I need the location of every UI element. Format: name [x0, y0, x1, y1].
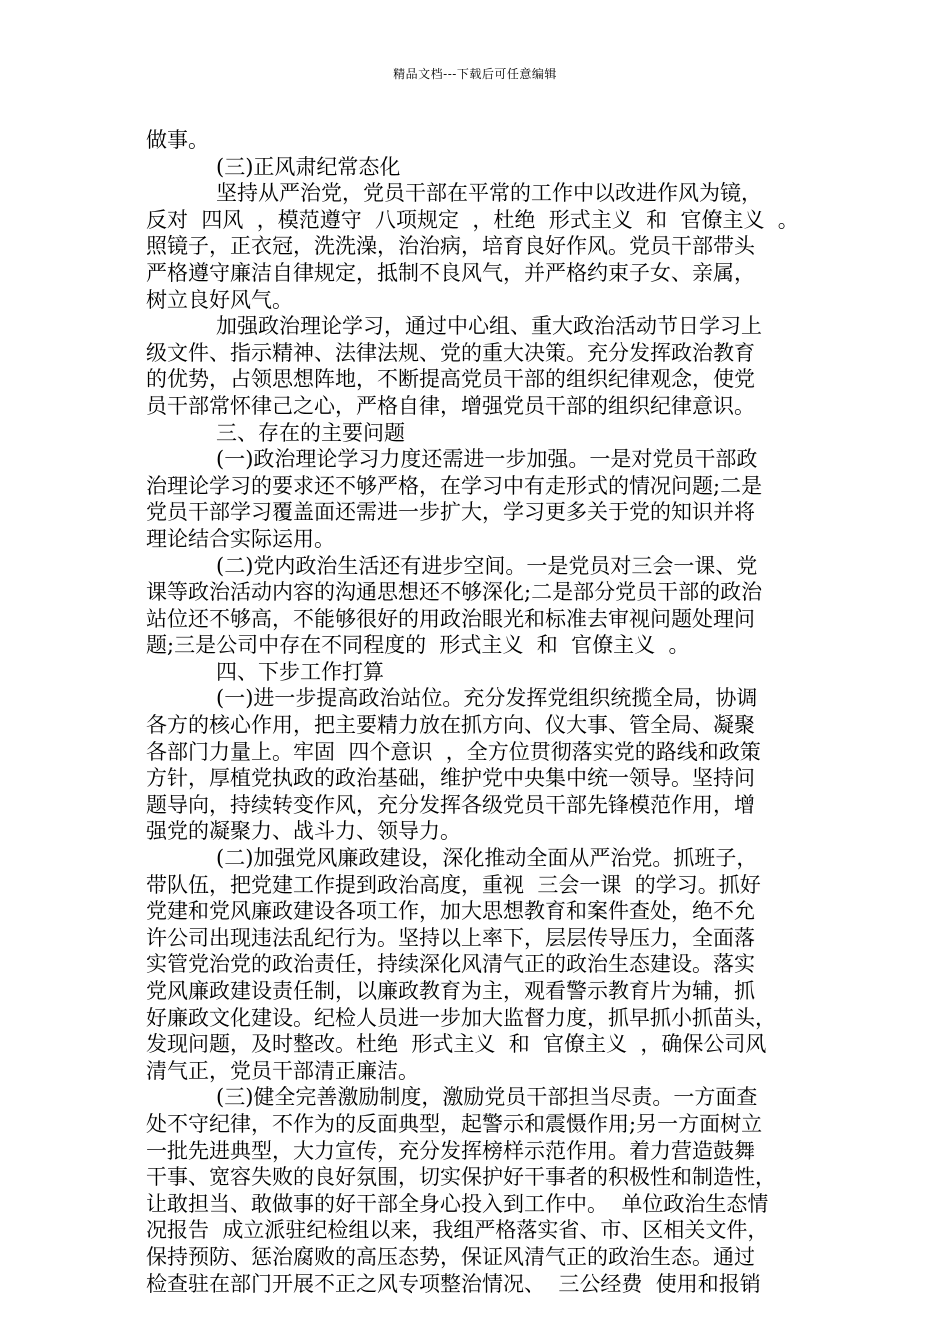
text-line: 题导向，持续转变作风，充分发挥各级党员干部先锋模范作用，增	[146, 792, 755, 817]
text-line: 党建和党风廉政建设各项工作，加大思想教育和案件查处，绝不允	[146, 899, 755, 924]
text-line: 照镜子，正衣冠，洗洗澡，治治病，培育良好作风。党员干部带头	[146, 234, 755, 259]
text-line: 严格遵守廉洁自律规定，抵制不良风气，并严格约束子女、亲属，	[146, 260, 755, 285]
text-line: 况报告 成立派驻纪检组以来，我组严格落实省、市、区相关文件，	[146, 1218, 769, 1243]
text-line: 的优势，占领思想阵地，不断提高党员干部的组织纪律观念，使党	[146, 367, 755, 392]
text-line: 许公司出现违法乱纪行为。坚持以上率下，层层传导压力，全面落	[146, 925, 755, 950]
text-line: 处不守纪律，不作为的反面典型，起警示和震慑作用;另一方面树立	[146, 1111, 763, 1136]
text-line: 题;三是公司中存在不同程度的 形式主义 和 官僚主义 。	[146, 633, 690, 658]
text-line: 级文件、指示精神、法律法规、党的重大决策。充分发挥政治教育	[146, 340, 755, 365]
text-line: 各方的核心作用，把主要精力放在抓方向、仪大事、管全局、凝聚	[146, 713, 755, 738]
page-header: 精品文档---下载后可任意编辑	[393, 67, 557, 81]
text-line: 带队伍，把党建工作提到政治高度，重视 三会一课 的学习。抓好	[146, 872, 761, 897]
paragraph-start: 坚持从严治党，党员干部在平常的工作中以改进作风为镜，	[216, 181, 762, 206]
paragraph-start: (三)健全完善激励制度，激励党员干部担当尽责。一方面查	[216, 1085, 758, 1110]
paragraph-start: (二)党内政治生活还有进步空间。一是党员对三会一课、党	[216, 553, 758, 578]
text-line: 保持预防、惩治腐败的高压态势，保证风清气正的政治生态。通过	[146, 1244, 755, 1269]
paragraph-start: (一)政治理论学习力度还需进一步加强。一是对党员干部政	[216, 447, 758, 472]
paragraph-start: 加强政治理论学习，通过中心组、重大政治活动节日学习上	[216, 314, 762, 339]
text-line: 课等政治活动内容的沟通思想还不够深化;二是部分党员干部的政治	[146, 580, 763, 605]
text-line: 各部门力量上。牢固 四个意识 ，全方位贯彻落实党的路线和政策	[146, 739, 761, 764]
section-heading: 四、下步工作打算	[216, 659, 384, 684]
paragraph-start: (二)加强党风廉政建设，深化推动全面从严治党。抓班子，	[216, 846, 758, 871]
section-heading: (三)正风肃纪常态化	[216, 154, 401, 179]
text-line: 方针，厚植党执政的政治基础，维护党中央集中统一领导。坚持问	[146, 766, 755, 791]
text-line: 检查驻在部门开展不正之风专项整治情况、 三公经费 使用和报销	[146, 1271, 761, 1296]
text-line: 清气正，党员干部清正廉洁。	[146, 1058, 419, 1083]
text-line: 树立良好风气。	[146, 287, 293, 312]
text-line: 站位还不够高，不能够很好的用政治眼光和标准去审视问题处理问	[146, 606, 755, 631]
document-body	[146, 127, 806, 1297]
text-line: 员干部常怀律己之心，严格自律，增强党员干部的组织纪律意识。	[146, 393, 755, 418]
text-line: 做事。	[146, 128, 209, 152]
text-line: 治理论学习的要求还不够严格，在学习中有走形式的情况问题;二是	[146, 473, 763, 498]
text-line: 强党的凝聚力、战斗力、领导力。	[146, 819, 461, 844]
text-line: 让敢担当、敢做事的好干部全身心投入到工作中。 单位政治生态情	[146, 1191, 769, 1216]
paragraph-start: (一)进一步提高政治站位。充分发挥党组织统揽全局，协调	[216, 686, 758, 711]
text-line: 好廉政文化建设。纪检人员进一步加大监督力度，抓早抓小抓苗头，	[146, 1005, 776, 1030]
text-line: 理论结合实际运用。	[146, 526, 335, 551]
text-line: 一批先进典型，大力宣传，充分发挥榜样示范作用。着力营造鼓舞	[146, 1138, 755, 1163]
text-line: 发现问题，及时整改。杜绝 形式主义 和 官僚主义 ，确保公司风	[146, 1032, 767, 1057]
text-line: 反对 四风 ，模范遵守 八项规定 ，杜绝 形式主义 和 官僚主义 。	[146, 207, 799, 232]
text-line: 实管党治党的政治责任，持续深化风清气正的政治生态建设。落实	[146, 952, 755, 977]
text-line: 干事、宽容失败的良好氛围，切实保护好干事者的积极性和制造性，	[146, 1165, 776, 1190]
text-line: 党员干部学习覆盖面还需进一步扩大，学习更多关于党的知识并将	[146, 500, 755, 525]
section-heading: 三、存在的主要问题	[216, 420, 405, 445]
text-line: 党风廉政建设责任制，以廉政教育为主，观看警示教育片为辅，抓	[146, 979, 755, 1003]
